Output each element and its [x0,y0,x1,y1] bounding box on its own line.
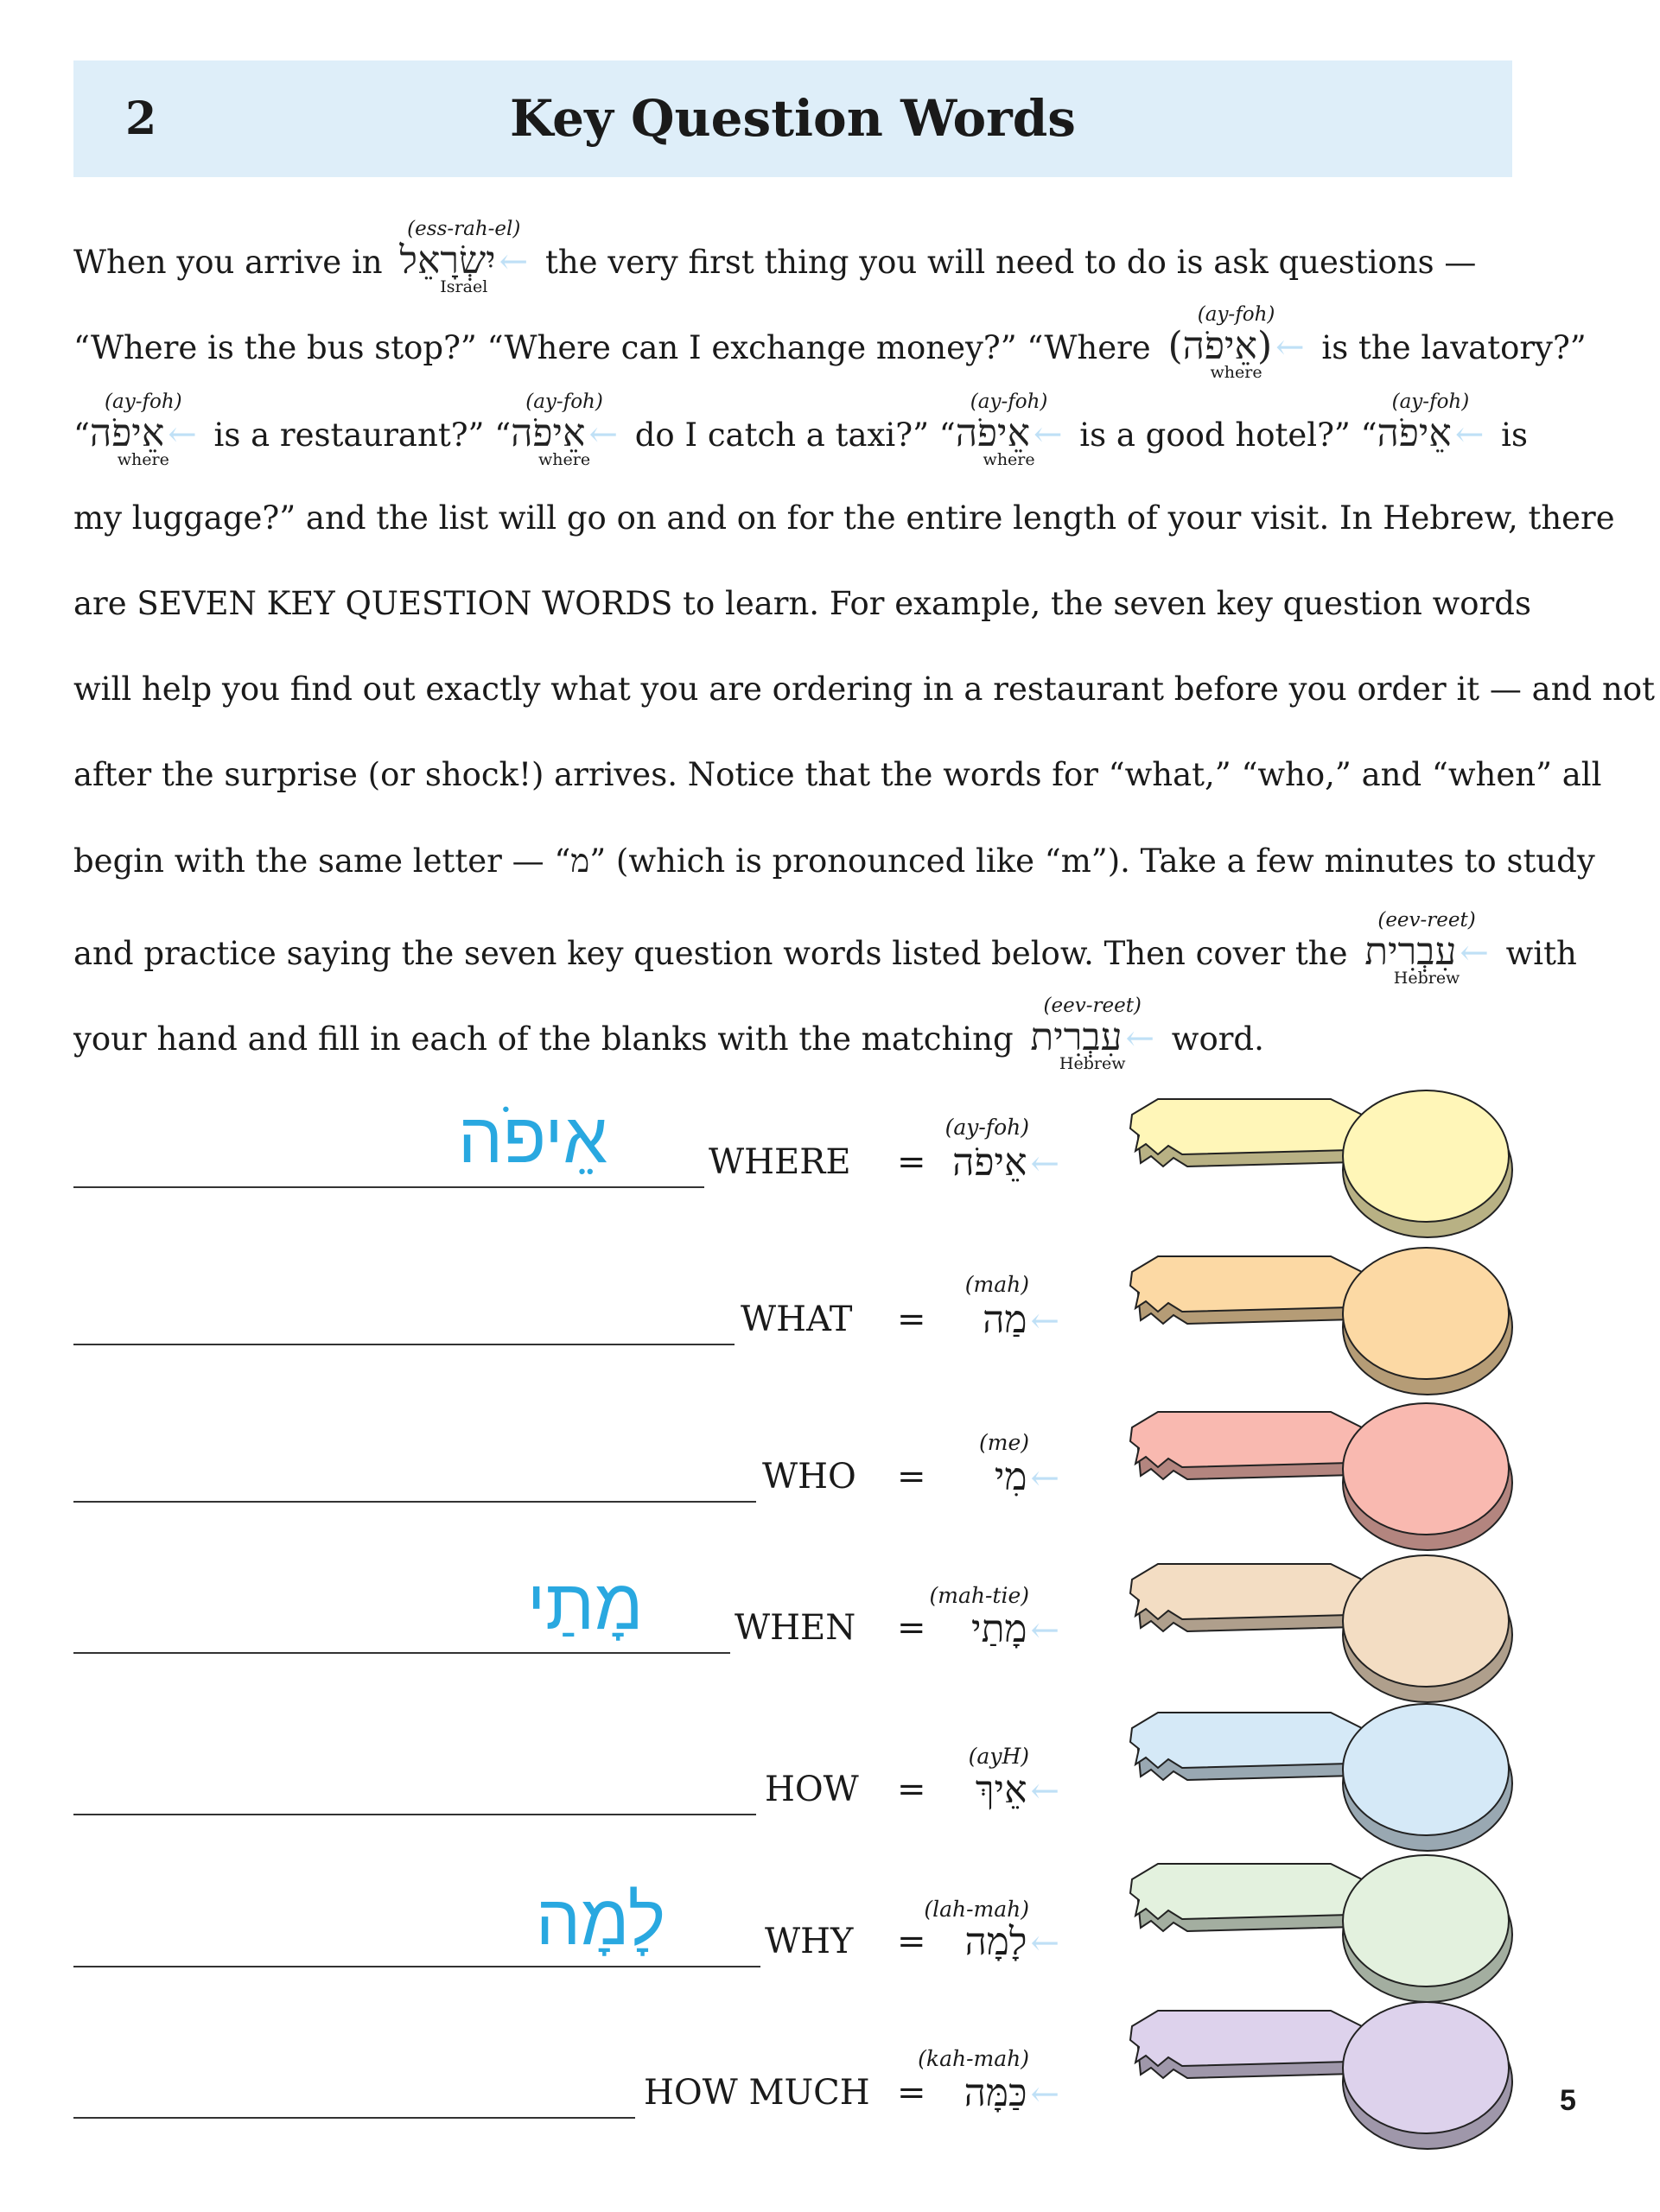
hebrew-word-where [511,391,618,469]
answer-blank[interactable] [73,1309,735,1345]
chapter-header [73,60,1512,177]
equals-sign: = [897,1142,926,1182]
pronunciation: (eev-reet) [1043,995,1142,1017]
pronunciation: (mah-tie) [929,1583,1029,1608]
text: is the lavatory?” [1321,329,1587,366]
hebrew-text: עִבְרִית [1364,930,1457,974]
hebrew-text: אֵיפֹה [89,411,165,455]
quote-mark: “ [1360,416,1377,454]
para-line-6: will help you find out exactly what you are ordering in a restaurant before you order it — and not [73,671,1655,708]
equals-sign: = [897,1770,926,1809]
gloss: where [983,450,1035,469]
hebrew-text: כַּמָּה [964,2071,1027,2115]
para-line-10 [73,995,1264,1073]
arrow-left-icon: ← [588,415,618,454]
pronunciation: (ayH) [968,1744,1029,1769]
english-word: WHERE [709,1142,851,1182]
hebrew-word-hebrew [1364,909,1489,988]
chapter-number: 2 [125,92,157,145]
para-line-7: after the surprise (or shock!) arrives. Notice that the words for “what,” “who,” and “when” all [73,756,1602,793]
pronunciation: (ay-foh) [970,391,1048,413]
hebrew-text: אֵיפֹה [955,411,1030,455]
answer-blank[interactable] [73,2082,635,2119]
chapter-title: Key Question Words [510,89,1076,148]
pronunciation: (me) [978,1430,1029,1455]
text: with [1505,935,1577,972]
arrow-left-icon: ← [1030,1459,1059,1498]
answer-blank[interactable] [73,1152,704,1188]
answer-blank[interactable] [73,1779,756,1815]
hebrew-word [964,2071,1059,2115]
equals-sign: = [897,1457,926,1497]
para-line-4: my luggage?” and the list will go on and on for the entire length of your visit. In Hebrew, there [73,499,1615,537]
arrow-left-icon: ← [1454,415,1485,454]
key-illustration-orange [1123,1237,1521,1410]
para-line-3 [73,391,1528,469]
hebrew-text: (אֵיפֹה) [1167,324,1273,368]
arrow-left-icon: ← [1275,327,1305,367]
text: do I catch a taxi?” [634,416,929,454]
pronunciation: (ay-foh) [1197,303,1275,326]
hebrew-word-hebrew [1030,995,1155,1073]
para-line-1 [73,218,1477,296]
pronunciation: (kah-mah) [918,2046,1029,2071]
hebrew-word [952,1141,1059,1185]
hebrew-word [976,1768,1059,1812]
answer-blank[interactable] [73,1466,756,1503]
quote-mark: “ [494,416,512,454]
equals-sign: = [897,2073,926,2113]
para-line-2 [73,303,1587,382]
key-illustration-blue [1123,1694,1521,1866]
arrow-left-icon: ← [1125,1019,1155,1058]
hebrew-text: עִבְרִית [1030,1015,1123,1059]
hebrew-word-israel [399,218,529,296]
handwritten-answer: לָמָה [536,1879,666,1961]
pronunciation: (ay-foh) [525,391,603,413]
hebrew-text: מַה [983,1298,1027,1342]
para-line-5: are SEVEN KEY QUESTION WORDS to learn. For example, the seven key question words [73,585,1531,622]
gloss: Hebrew [1059,1054,1126,1073]
hebrew-word [995,1455,1059,1499]
pronunciation: (ay-foh) [105,391,182,413]
text: the very first thing you will need to do is ask questions — [544,244,1477,281]
gloss: where [538,450,591,469]
page-number: 5 [1560,2084,1576,2117]
pronunciation: (eev-reet) [1377,909,1476,931]
pronunciation: (mah) [964,1272,1029,1297]
handwritten-answer: מָתַי [527,1564,644,1646]
pronunciation: (ess-rah-el) [407,218,521,240]
key-illustration-brown [1123,1545,1521,1718]
equals-sign: = [897,1300,926,1339]
text: is a good hotel?” [1079,416,1351,454]
hebrew-text: אֵיךְ [975,1768,1027,1812]
hebrew-word-where [955,391,1063,469]
text: your hand and fill in each of the blanks with the matching [73,1020,1014,1058]
pronunciation: (lah-mah) [924,1897,1029,1922]
text: is [1501,416,1528,454]
arrow-left-icon: ← [1460,933,1489,973]
hebrew-text: אֵיפֹה [952,1141,1027,1185]
hebrew-word-where [1167,303,1305,382]
hebrew-text: לָמָה [964,1920,1027,1964]
key-illustration-red [1123,1393,1521,1566]
handwritten-answer: אֵיפֹה [458,1097,608,1179]
english-word: HOW MUCH [644,2073,870,2113]
arrow-left-icon: ← [1030,1611,1059,1650]
arrow-left-icon: ← [1030,1144,1059,1184]
para-line-8: begin with the same letter — “מ” (which is pronounced like “m”). Take a few minutes to study [73,842,1595,880]
key-illustration-yellow [1123,1080,1521,1253]
arrow-left-icon: ← [1034,415,1063,454]
equals-sign: = [897,1608,926,1648]
hebrew-word-where [1377,391,1485,455]
english-word: WHO [762,1457,856,1497]
para-line-9 [73,909,1577,988]
gloss: where [1210,363,1262,382]
hebrew-word [971,1607,1059,1651]
arrow-left-icon: ← [168,415,197,454]
text: When you arrive in [73,244,383,281]
arrow-left-icon: ← [1030,2075,1059,2114]
hebrew-text: מִי [994,1455,1027,1499]
text: word. [1171,1020,1264,1058]
hebrew-word [983,1298,1059,1342]
hebrew-text: מָתַי [971,1607,1027,1651]
hebrew-word [965,1920,1060,1964]
english-word: WHY [765,1922,854,1961]
quote-mark: “ [73,416,90,454]
arrow-left-icon: ← [499,242,529,282]
equals-sign: = [897,1922,926,1961]
arrow-left-icon: ← [1030,1923,1059,1963]
pronunciation: (ay-foh) [944,1115,1029,1140]
arrow-left-icon: ← [1030,1301,1059,1341]
hebrew-text: יִשְׂרָאֵל [399,238,496,283]
hebrew-word-where [89,391,197,469]
gloss: Hebrew [1393,969,1460,988]
arrow-left-icon: ← [1030,1771,1059,1811]
gloss: Israel [440,277,488,296]
hebrew-text: אֵיפֹה [1377,411,1452,455]
english-word: WHAT [741,1300,853,1339]
text: and practice saying the seven key question words listed below. Then cover the [73,935,1348,972]
english-word: WHEN [735,1608,856,1648]
text: “Where is the bus stop?” “Where can I exchange money?” “Where [73,329,1151,366]
hebrew-text: אֵיפֹה [511,411,586,455]
text: is a restaurant?” [213,416,485,454]
quote-mark: “ [938,416,956,454]
gloss: where [117,450,169,469]
key-illustration-purple [1123,1992,1521,2164]
pronunciation: (ay-foh) [1391,391,1470,413]
english-word: HOW [765,1770,859,1809]
